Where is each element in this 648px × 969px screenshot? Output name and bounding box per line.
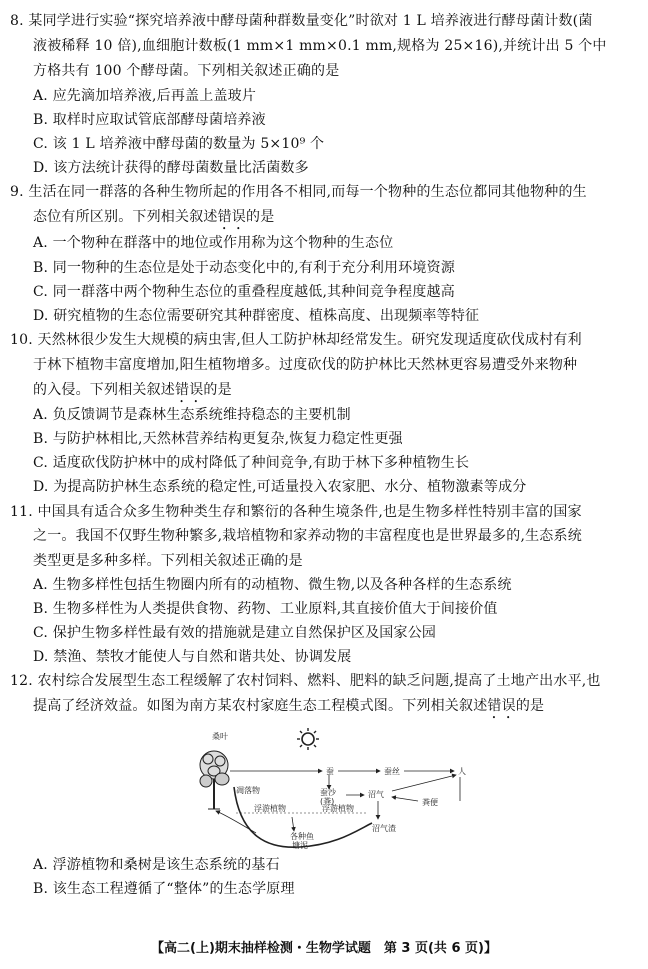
q10-option-b: B. 与防护林相比,天然林营养结构更复杂,恢复力稳定性更强: [33, 431, 403, 447]
q11-stem-line-2: 之一。我国不仅野生物种繁多,栽培植物和家养动物的丰富程度也是世界最多的,生态系统: [33, 528, 582, 544]
q12-option-a: A. 浮游植物和桑树是该生态系统的基石: [33, 857, 280, 873]
q10-option-d: D. 为提高防护林生态系统的稳定性,可适量投入农家肥、水分、植物激素等成分: [33, 479, 527, 495]
label-silkworm: 蚕: [326, 767, 334, 776]
q10-stem-line-1: 10. 天然林很少发生大规模的病虫害,但人工防护林却经常发生。研究发现适度砍伐成村有利: [10, 332, 582, 348]
label-manure: 粪便: [422, 798, 438, 807]
sun-icon: [297, 728, 319, 750]
q11-stem-line-1: 11. 中国具有适合众多生物种类生存和繁衍的各种生境条件,也是生物多样性特别丰富的国家: [10, 504, 582, 520]
eco-engineering-diagram: [196, 727, 476, 849]
q12-stem-line-1: 12. 农村综合发展型生态工程缓解了农村饲料、燃料、肥料的缺乏问题,提高了土地产出水平,也: [10, 673, 601, 689]
label-fish: 各种鱼: [290, 832, 314, 841]
q8-stem-line-3: 方格共有 100 个酵母菌。下列相关叙述正确的是: [33, 63, 340, 79]
label-mulberry-leaf: 桑叶: [212, 732, 228, 741]
q10-option-c: C. 适度砍伐防护林中的成村降低了种间竞争,有助于林下多种植物生长: [33, 455, 470, 471]
emphasis-wrong: 错误: [487, 698, 516, 714]
page-footer: 【高二(上)期末抽样检测・生物学试题 第 3 页(共 6 页)】: [151, 941, 497, 956]
q10-option-a: A. 负反馈调节是森林生态系统维持稳态的主要机制: [33, 407, 351, 423]
label-litter: 凋落物: [236, 786, 260, 795]
q9-option-c: C. 同一群落中两个物种生态位的重叠程度越低,其种间竞争程度越高: [33, 284, 455, 300]
q8-stem-line-2: 液被稀释 10 倍),血细胞计数板(1 mm×1 mm×0.1 mm,规格为 25×16),并统计出 5 个中: [33, 38, 607, 54]
label-silkworm-sand: 蚕沙(粪): [320, 788, 336, 806]
label-phytoplankton-left: 浮游植物: [254, 804, 286, 813]
q9-option-a: A. 一个物种在群落中的地位或作用称为这个物种的生态位: [33, 235, 394, 251]
q9-option-b: B. 同一物种的生态位是处于动态变化中的,有利于充分利用环境资源: [33, 260, 456, 276]
q8-option-a: A. 应先滴加培养液,后再盖上盖玻片: [33, 88, 257, 104]
label-person: 人: [458, 767, 466, 776]
label-cocoon: 蚕丝: [384, 767, 400, 776]
q10-stem-line-3: 的入侵。下列相关叙述错误的是: [33, 382, 232, 398]
q12-option-b: B. 该生态工程遵循了“整体”的生态学原理: [33, 881, 295, 897]
q11-option-d: D. 禁渔、禁牧才能使人与自然和谐共处、协调发展: [33, 649, 352, 665]
q11-option-c: C. 保护生物多样性最有效的措施就是建立自然保护区及国家公园: [33, 625, 437, 641]
label-pond-mud: 塘泥: [292, 841, 308, 849]
q8-option-d: D. 该方法统计获得的酵母菌数量比活菌数多: [33, 160, 309, 176]
label-biogas: 沼气: [368, 790, 384, 799]
q11-option-a: A. 生物多样性包括生物圈内所有的动植物、微生物,以及各种各样的生态系统: [33, 577, 512, 593]
q10-stem-line-2: 于林下植物丰富度增加,阳生植物增多。过度砍伐的防护林比天然林更容易遭受外来物种: [33, 357, 578, 373]
q8-option-c: C. 该 1 L 培养液中酵母菌的数量为 5×10⁹ 个: [33, 136, 325, 152]
q9-option-d: D. 研究植物的生态位需要研究其种群密度、植株高度、出现频率等特征: [33, 308, 480, 324]
emphasis-wrong: 错误: [217, 209, 247, 225]
label-biogas-residue: 沼气渣: [372, 824, 396, 833]
label-phytoplankton-right: 浮游植物: [322, 804, 354, 813]
q11-option-b: B. 生物多样性为人类提供食物、药物、工业原料,其直接价值大于间接价值: [33, 601, 498, 617]
q11-stem-line-3: 类型更是多种多样。下列相关叙述正确的是: [33, 553, 303, 569]
mulberry-tree-icon: [200, 751, 229, 809]
q8-option-b: B. 取样时应取试管底部酵母菌培养液: [33, 112, 266, 128]
q12-stem-line-2: 提高了经济效益。如图为南方某农村家庭生态工程模式图。下列相关叙述错误的是: [33, 698, 545, 714]
emphasis-wrong: 错误: [175, 382, 204, 398]
q9-stem-line-1: 9. 生活在同一群落的各种生物所起的作用各不相同,而每一个物种的生态位都同其他物种的生: [10, 184, 587, 200]
q8-stem-line-1: 8. 某同学进行实验“探究培养液中酵母菌种群数量变化”时欲对 1 L 培养液进行酵母菌计数(菌: [10, 13, 593, 29]
q9-stem-line-2: 态位有所区别。下列相关叙述错误的是: [33, 209, 275, 225]
